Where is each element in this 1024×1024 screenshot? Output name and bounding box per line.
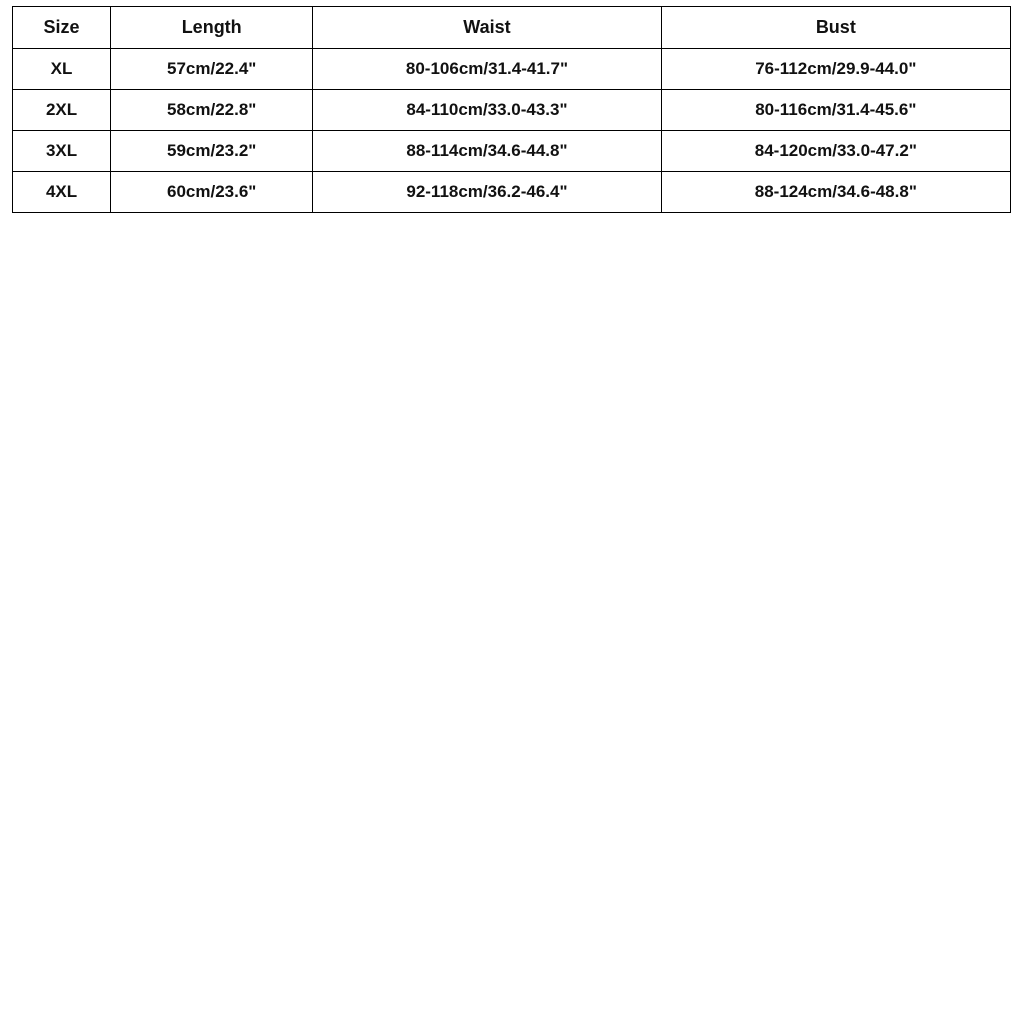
header-size: Size (13, 7, 111, 49)
cell-length: 58cm/22.8" (111, 90, 313, 131)
cell-bust: 84-120cm/33.0-47.2" (661, 131, 1010, 172)
cell-waist: 84-110cm/33.0-43.3" (313, 90, 661, 131)
cell-bust: 76-112cm/29.9-44.0" (661, 49, 1010, 90)
table-row (13, 172, 1011, 213)
cell-size: 2XL (13, 90, 111, 131)
table-header-row (13, 7, 1011, 49)
cell-size: XL (13, 49, 111, 90)
table-row (13, 49, 1011, 90)
cell-bust: 88-124cm/34.6-48.8" (661, 172, 1010, 213)
header-length: Length (111, 7, 313, 49)
cell-bust: 80-116cm/31.4-45.6" (661, 90, 1010, 131)
cell-size: 4XL (13, 172, 111, 213)
cell-waist: 88-114cm/34.6-44.8" (313, 131, 661, 172)
cell-waist: 92-118cm/36.2-46.4" (313, 172, 661, 213)
cell-length: 60cm/23.6" (111, 172, 313, 213)
size-chart-table (12, 6, 1011, 213)
cell-size: 3XL (13, 131, 111, 172)
cell-length: 57cm/22.4" (111, 49, 313, 90)
header-waist: Waist (313, 7, 661, 49)
cell-waist: 80-106cm/31.4-41.7" (313, 49, 661, 90)
header-bust: Bust (661, 7, 1010, 49)
cell-length: 59cm/23.2" (111, 131, 313, 172)
table-row (13, 131, 1011, 172)
table-row (13, 90, 1011, 131)
